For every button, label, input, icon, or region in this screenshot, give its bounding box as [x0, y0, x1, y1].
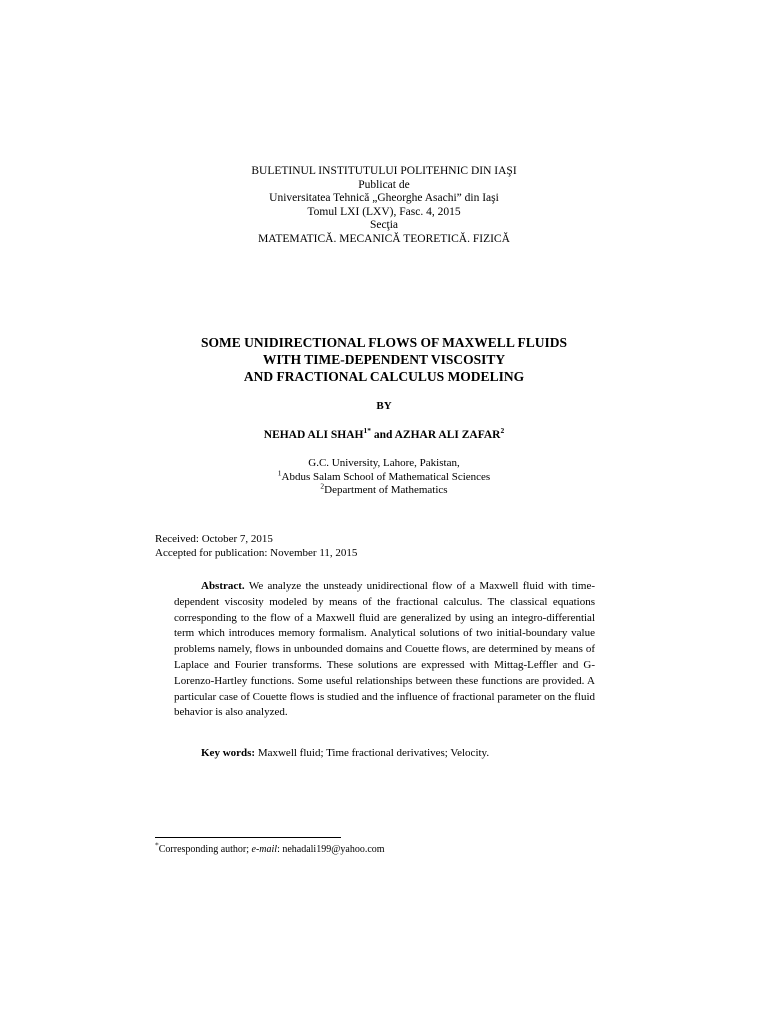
affiliation-2-text: Department of Mathematics: [324, 484, 448, 496]
affiliation-1-text: Abdus Salam School of Mathematical Sciences: [281, 470, 491, 483]
accepted-date: Accepted for publication: November 11, 2015: [155, 546, 358, 559]
author-1-mark: 1*: [363, 426, 371, 436]
footnote-text: Corresponding author;: [158, 844, 252, 855]
affiliation-2: [0, 481, 768, 498]
author-2: AZHAR ALI ZAFAR: [394, 429, 501, 441]
footnote-divider: [155, 837, 341, 838]
author-list: [0, 426, 768, 441]
journal-header: [0, 165, 768, 246]
publisher-label: Publicat de: [358, 178, 410, 191]
footnote-mark: *: [155, 840, 159, 850]
volume-info: Tomul LXI (LXV), Fasc. 4, 2015: [307, 205, 461, 218]
title-line-3: AND FRACTIONAL CALCULUS MODELING: [243, 369, 525, 384]
keywords-text: Maxwell fluid; Time fractional derivatives; Velocity.: [255, 747, 490, 759]
publisher-name: Universitatea Tehnică „Gheorghe Asachi” din Iaşi: [269, 192, 499, 204]
by-label: BY: [376, 400, 392, 412]
affiliation-university: G.C. University, Lahore, Pakistan,: [308, 457, 460, 469]
keywords-label: Key words:: [201, 747, 256, 759]
abstract-text: We analyze the unsteady unidirectional flow of a Maxwell fluid with time-dependent viscosity modeled by means of the fractional calculus. The classical equations corresponding to the flow of a Maxwell fluid are generalized by using an integro-differential term which introduces memory formalism. Analytical solutions of two initial-boundary value problems namely, flows in unbounded domains and Couette flows, are determined by means of Laplace and Fourier transforms. These solutions are expressed with Mittag-Leffler and G-Lorenzo-Hartley functions. Some useful relationships between these functions are provided. A particular case of Couette flows is studied and the influence of fractional parameter on the fluid behavior is also analyzed.: [174, 580, 595, 719]
email-address: : nehadali199@yahoo.com: [277, 844, 385, 855]
paper-title: [0, 334, 768, 385]
section-name: MATEMATICĂ. MECANICĂ TEORETICĂ. FIZICĂ: [258, 232, 510, 245]
abstract: [174, 579, 595, 721]
affiliation-1: [0, 467, 768, 485]
author-2-mark: 2: [500, 426, 505, 436]
publication-dates: [155, 533, 357, 560]
received-date: Received: October 7, 2015: [155, 533, 273, 545]
author-1: NEHAD ALI SHAH: [263, 429, 364, 441]
affiliations: [0, 457, 768, 498]
affiliation-1-mark: 1: [277, 467, 282, 477]
title-line-2: WITH TIME-DEPENDENT VISCOSITY: [262, 352, 506, 367]
section-label: Secţia: [369, 219, 399, 231]
author-conjunction: and: [370, 429, 395, 441]
email-label: e-mail: [251, 844, 278, 855]
abstract-label: Abstract.: [201, 580, 245, 592]
footnote: [155, 840, 385, 855]
journal-name: BULETINUL INSTITUTULUI POLITEHNIC DIN IAŞI: [251, 165, 517, 177]
keywords: [201, 747, 489, 759]
title-line-1: SOME UNIDIRECTIONAL FLOWS OF MAXWELL FLUIDS: [201, 335, 567, 350]
affiliation-2-mark: 2: [320, 481, 325, 491]
